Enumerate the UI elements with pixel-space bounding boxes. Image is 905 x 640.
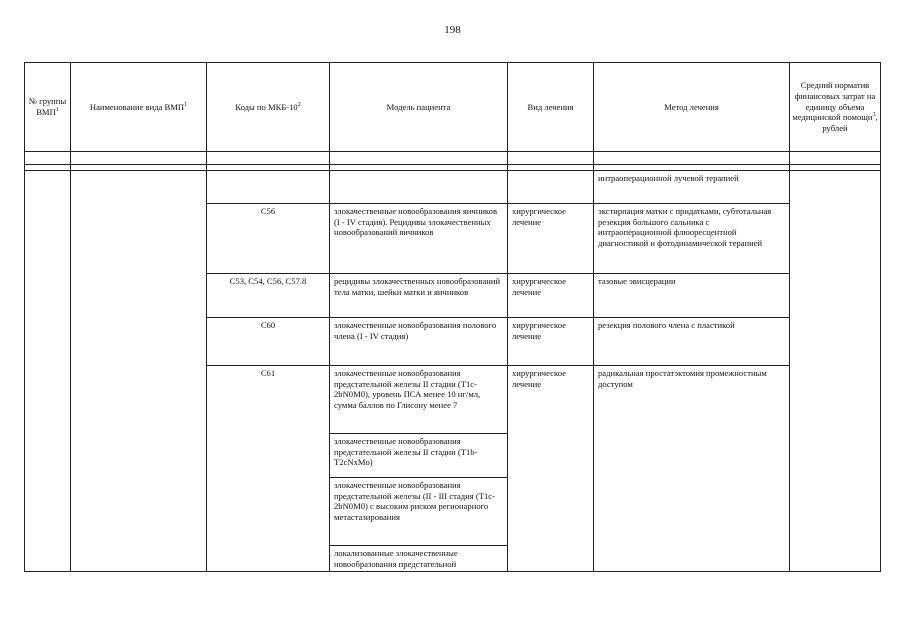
patient-model-cell: злокачественные новообразования предстательной железы II стадии (T1b-T2cNxMo) <box>330 434 508 478</box>
patient-model-cell: злокачественные новообразования полового члена (I - IV стадия) <box>330 318 508 366</box>
header-treatment-method: Метод лечения <box>594 63 790 152</box>
column-number-cell <box>25 152 71 165</box>
header-icd-codes: Коды по МКБ-$10^2$ <box>207 63 330 152</box>
patient-model-cell <box>330 171 508 204</box>
treatment-method-cell: экстирпация матки с придатками, субтотальная резекция большого сальника с интраоперационной флюоресцентной диагностикой и фотодинамической терапией <box>594 204 790 274</box>
column-number-cell <box>207 152 330 165</box>
column-number-row <box>25 152 881 165</box>
column-number-cell <box>71 152 207 165</box>
average-cost-cell <box>790 171 881 572</box>
table-row <box>25 171 881 204</box>
header-average-cost: Средний норматив финансовых затрат на единицу объема медицинской помощи$^3$, рублей <box>790 63 881 152</box>
patient-model-cell: злокачественные новообразования предстательной железы II стадии (T1c-2bN0M0), уровень ПСА менее 10 нг/мл, сумма баллов по Глисону менее 7 <box>330 366 508 434</box>
patient-model-cell: рецидивы злокачественных новообразований тела матки, шейки матки и яичников <box>330 274 508 318</box>
header-group-number: № группы ВМП$^1$ <box>25 63 71 152</box>
icd-code-cell: C61 <box>207 366 330 572</box>
treatment-type-cell <box>508 171 594 204</box>
patient-model-cell: злокачественные новообразования яичников (I - IV стадия). Рецидивы злокачественных новообразований яичников <box>330 204 508 274</box>
table-header-row <box>25 63 881 152</box>
treatment-method-cell: интраоперационной лучевой терапией <box>594 171 790 204</box>
vmp-name-cell <box>71 171 207 572</box>
treatment-type-cell: хирургическое лечение <box>508 274 594 318</box>
treatment-method-cell: тазовые эвисцерации <box>594 274 790 318</box>
treatment-type-cell: хирургическое лечение <box>508 366 594 572</box>
header-patient-model: Модель пациента <box>330 63 508 152</box>
treatment-type-cell: хирургическое лечение <box>508 318 594 366</box>
icd-code-cell: C53, C54, C56, C57.8 <box>207 274 330 318</box>
header-vmp-name: Наименование вида ВМП$^1$ <box>71 63 207 152</box>
group-number-cell <box>25 171 71 572</box>
patient-model-cell: злокачественные новообразования предстательной железы (II - III стадия (T1c-2bN0M0) с высоким риском регионарного метастазирования <box>330 478 508 546</box>
treatment-type-cell: хирургическое лечение <box>508 204 594 274</box>
column-number-cell <box>790 152 881 165</box>
column-number-cell <box>508 152 594 165</box>
icd-code-cell <box>207 171 330 204</box>
column-number-cell <box>330 152 508 165</box>
page-number: 198 <box>444 24 461 36</box>
column-number-cell <box>594 152 790 165</box>
patient-model-cell: локализованные злокачественные новообразования предстательной <box>330 546 508 572</box>
treatment-method-cell: резекция полового члена с пластикой <box>594 318 790 366</box>
header-treatment-type: Вид лечения <box>508 63 594 152</box>
icd-code-cell: C56 <box>207 204 330 274</box>
vmp-table <box>24 62 881 572</box>
icd-code-cell: C60 <box>207 318 330 366</box>
treatment-method-cell: радикальная простатэктомия промежностным доступом <box>594 366 790 572</box>
